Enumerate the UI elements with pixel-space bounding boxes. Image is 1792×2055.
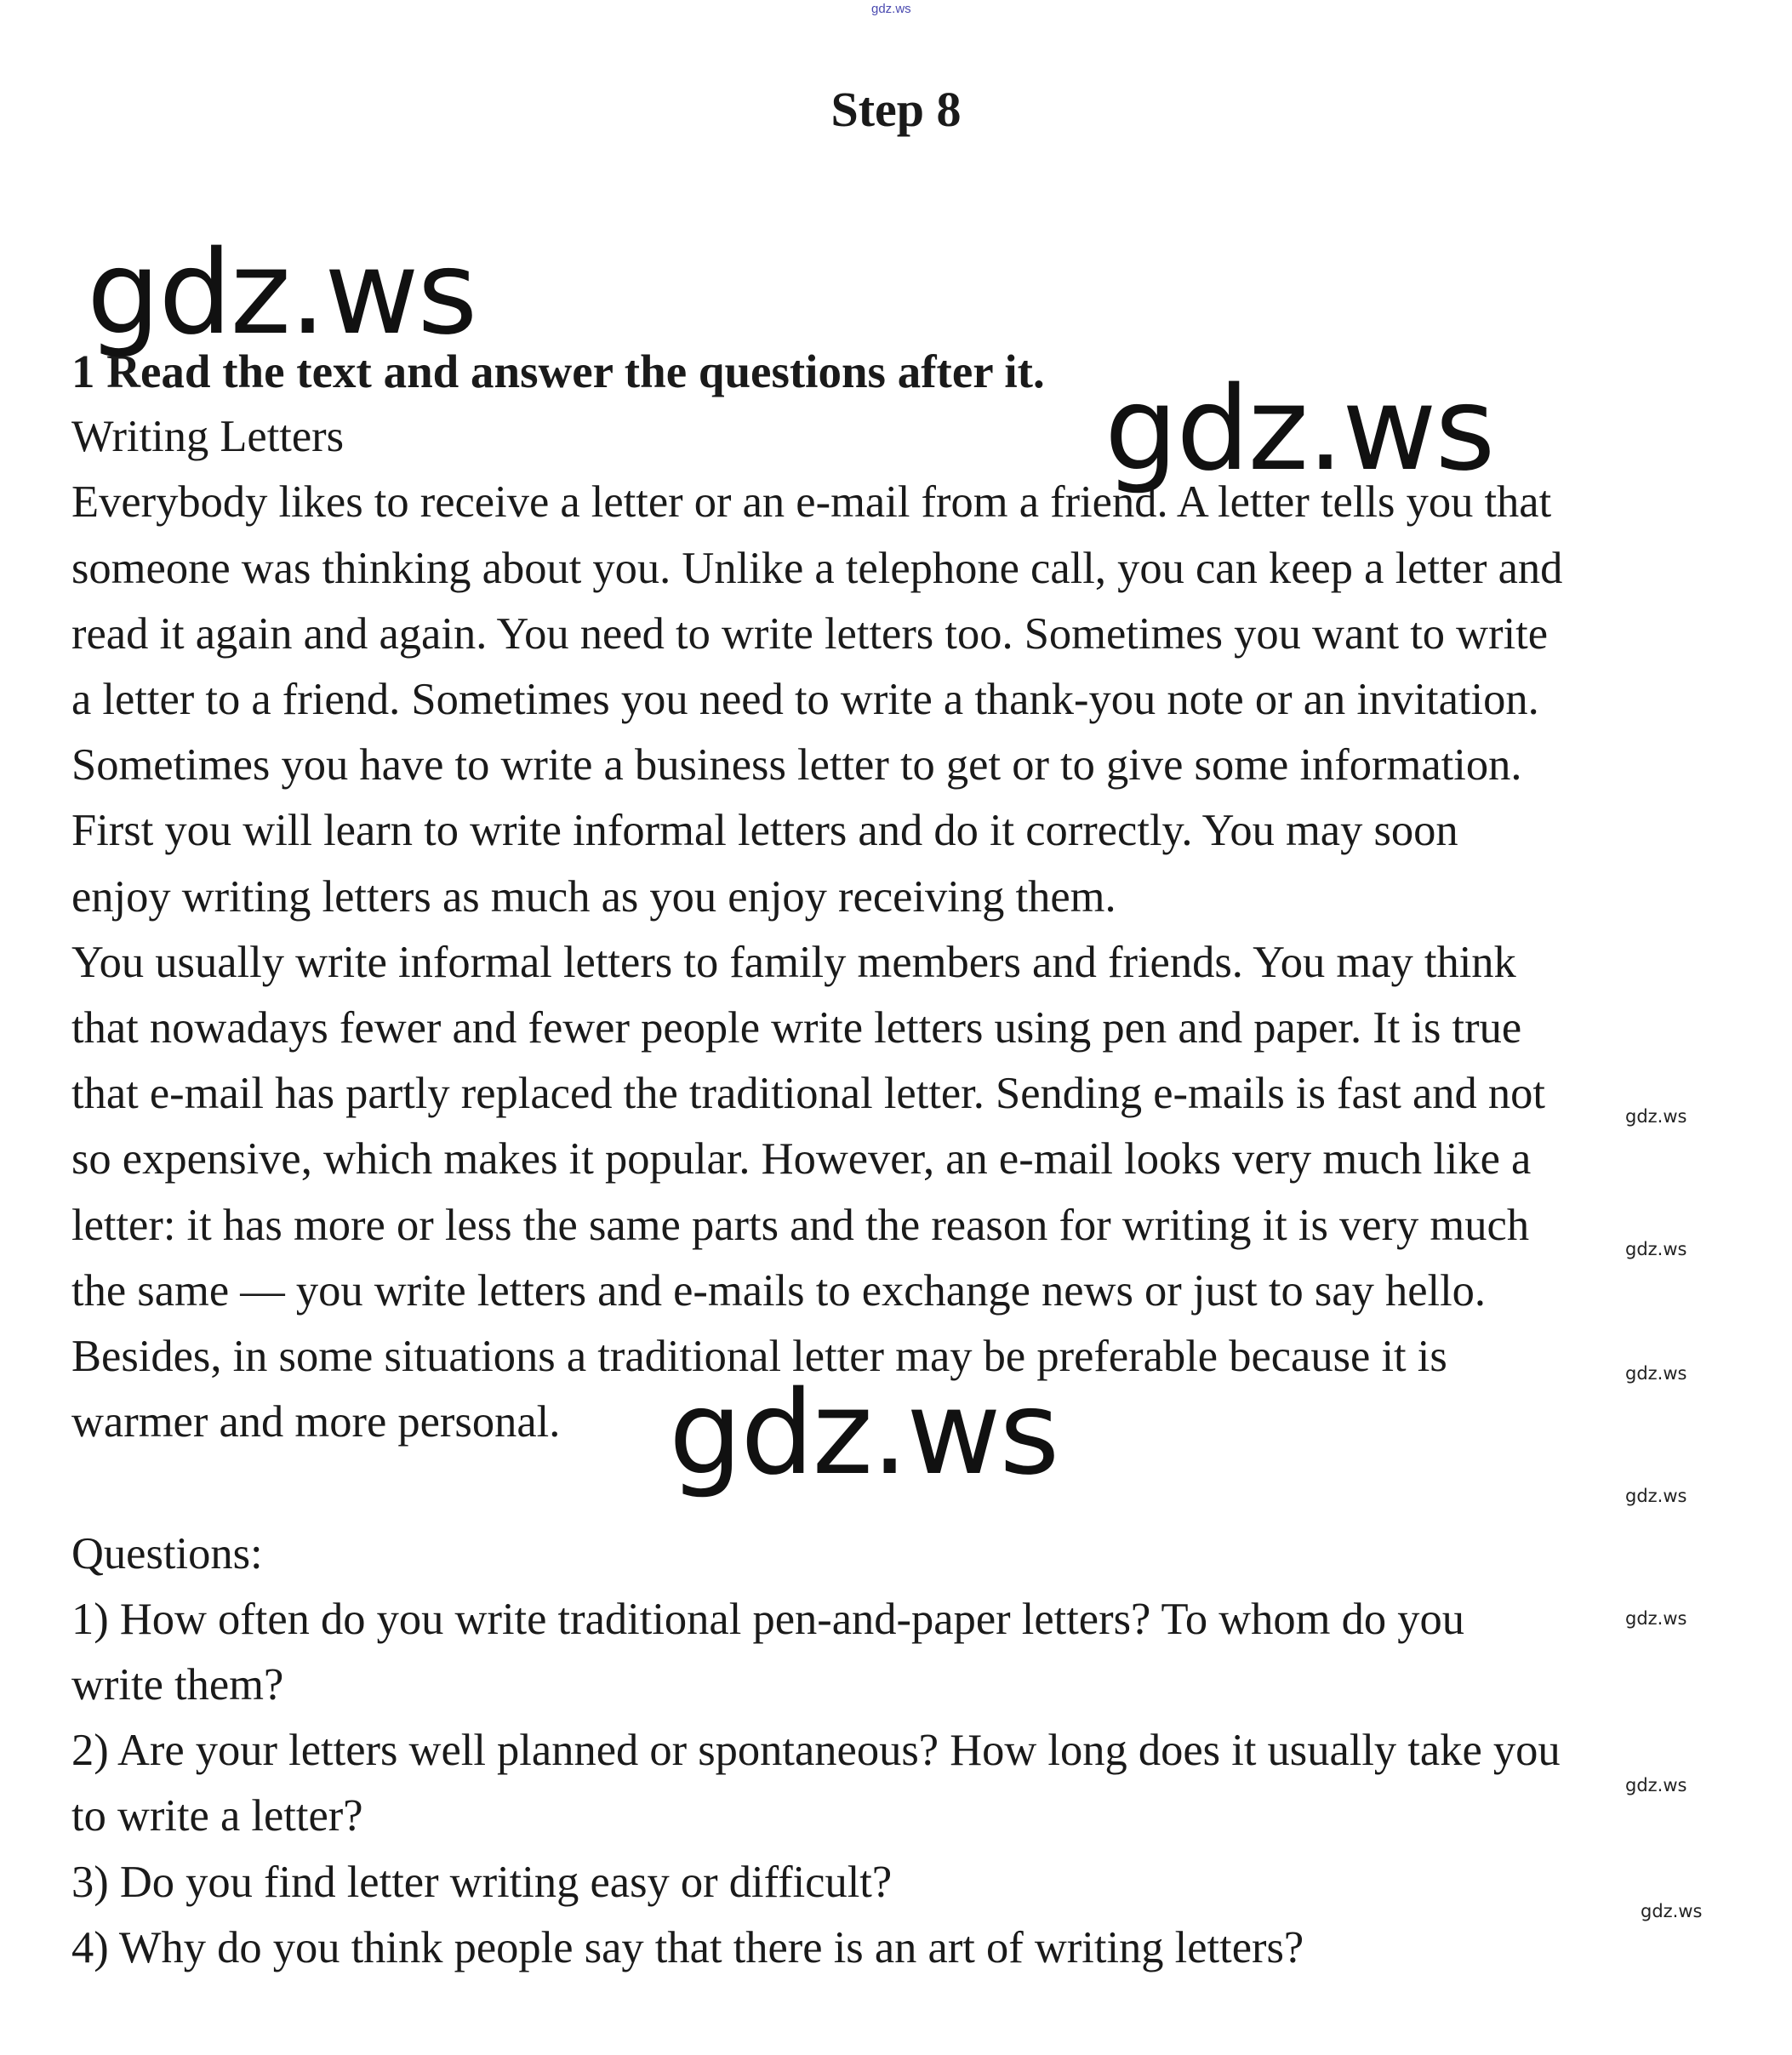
document-body	[71, 339, 1739, 1981]
text-line-14: Besides, in some situations a traditional letter may be preferable because it is	[71, 1332, 1447, 1382]
question-line-4: to write a letter?	[71, 1791, 363, 1841]
text-line-12: letter: it has more or less the same parts and the reason for writing it is very much	[71, 1200, 1530, 1250]
watermark-small-3: gdz.ws	[1625, 1363, 1687, 1384]
top-watermark: gdz.ws	[871, 2, 911, 16]
question-line-2: write them?	[71, 1660, 284, 1710]
question-line-5: 3) Do you find letter writing easy or difficult?	[71, 1857, 893, 1907]
text-line-13: the same — you write letters and e-mails to exchange news or just to say hello.	[71, 1265, 1487, 1316]
text-line-8: You usually write informal letters to family members and friends. You may think	[71, 937, 1516, 987]
text-line-5: Sometimes you have to write a business letter to get or to give some information.	[71, 740, 1522, 791]
watermark-large-2: gdz.ws	[1104, 362, 1494, 497]
text-line-9: that nowadays fewer and fewer people write letters using pen and paper. It is true	[71, 1003, 1522, 1053]
text-line-3: read it again and again. You need to write letters too. Sometimes you want to write	[71, 608, 1549, 659]
watermark-small-7: gdz.ws	[1641, 1901, 1703, 1921]
watermark-small-6: gdz.ws	[1625, 1775, 1687, 1795]
text-line-7: enjoy writing letters as much as you enjoy receiving them.	[71, 871, 1116, 922]
watermark-small-4: gdz.ws	[1625, 1486, 1687, 1506]
watermark-small-1: gdz.ws	[1625, 1106, 1687, 1127]
question-line-3: 2) Are your letters well planned or spontaneous? How long does it usually take you	[71, 1726, 1561, 1776]
watermark-large-1: gdz.ws	[87, 226, 477, 361]
text-line-11: so expensive, which makes it popular. However, an e-mail looks very much like a	[71, 1134, 1532, 1184]
text-line-1: Everybody likes to receive a letter or an e-mail from a friend. A letter tells you that	[71, 477, 1552, 528]
questions-label: Questions:	[71, 1528, 263, 1578]
question-line-6: 4) Why do you think people say that there is an art of writing letters?	[71, 1922, 1304, 1972]
text-line-4: a letter to a friend. Sometimes you need to write a thank-you note or an invitation.	[71, 675, 1539, 725]
text-line-6: First you will learn to write informal letters and do it correctly. You may soon	[71, 806, 1458, 856]
text-line-10: that e-mail has partly replaced the traditional letter. Sending e-mails is fast and not	[71, 1069, 1545, 1119]
watermark-small-5: gdz.ws	[1625, 1608, 1687, 1629]
watermark-large-3: gdz.ws	[669, 1367, 1059, 1501]
question-line-1: 1) How often do you write traditional pen-and-paper letters? To whom do you	[71, 1594, 1465, 1644]
text-line-2: someone was thinking about you. Unlike a telephone call, you can keep a letter and	[71, 543, 1563, 593]
text-line-15: warmer and more personal.	[71, 1397, 561, 1447]
text-title: Writing Letters	[71, 412, 345, 462]
task-heading: 1 Read the text and answer the questions after it.	[71, 345, 1045, 397]
watermark-small-2: gdz.ws	[1625, 1239, 1687, 1259]
page-title: Step 8	[830, 82, 962, 137]
